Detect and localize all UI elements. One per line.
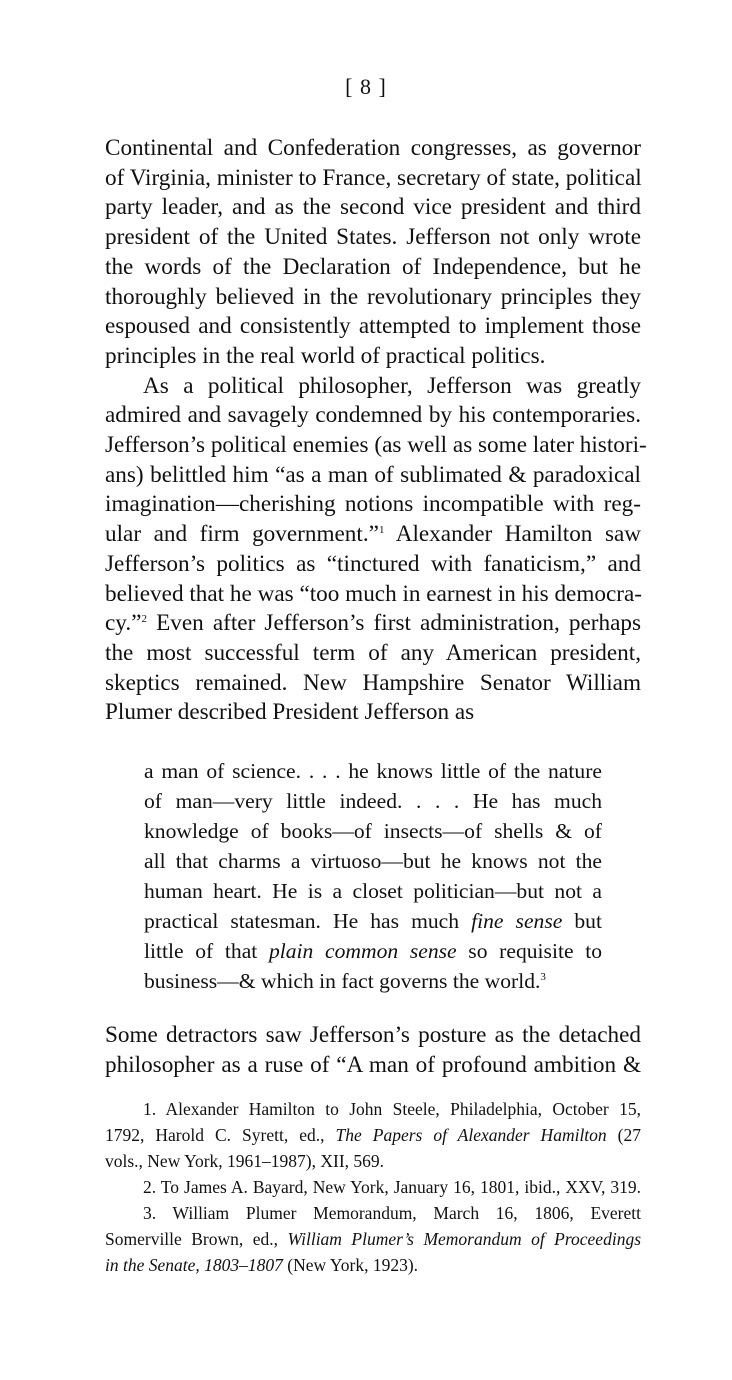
text-segment: little of that <box>144 939 269 963</box>
paragraph-1 <box>105 134 647 728</box>
text-line <box>105 609 641 639</box>
text-segment: Even after Jefferson’s first administration, perhaps <box>146 610 641 637</box>
quote-line: a man of science. . . . he knows little of the nature <box>144 759 602 783</box>
quote-line: human heart. He is a closet politician—but not a <box>144 879 602 903</box>
footnote-3-line: 3. William Plumer Memorandum, March 16, 1806, Everett <box>143 1203 641 1223</box>
quote-line: knowledge of books—of insects—of shells & of <box>144 819 602 843</box>
text-segment: Alexander Hamilton saw <box>384 521 642 548</box>
footnote-ref: 3 <box>540 971 546 983</box>
text-line: Jefferson’s politics as “tinctured with fanaticism,” and <box>105 550 641 577</box>
footnote-1-line <box>105 1122 641 1148</box>
text-segment: (New York, 1923). <box>282 1255 419 1275</box>
text-segment: so requisite to <box>456 939 602 963</box>
text-line: party leader, and as the second vice president and third <box>105 194 641 221</box>
text-line: As a political philosopher, Jefferson was greatly <box>143 372 641 399</box>
text-line: believed that he was “too much in earnest in his democra- <box>105 580 642 607</box>
footnote-3-line <box>105 1252 641 1278</box>
footnote-1-line: vols., New York, 1961–1987), XII, 569. <box>105 1151 385 1171</box>
footnote-3-line <box>105 1226 641 1252</box>
quote-line: of man—very little indeed. . . . He has much <box>144 789 602 813</box>
text-segment: cy.” <box>105 610 142 637</box>
footnote-ref: 2 <box>141 613 147 626</box>
text-line: admired and savagely condemned by his contemporaries. <box>105 402 641 429</box>
text-segment: ular and firm government.” <box>105 521 379 548</box>
text-segment: practical statesman. He has much <box>144 909 472 933</box>
text-line: philosopher as a ruse of “A man of profound ambition & <box>105 1052 641 1078</box>
text-segment: 1792, Harold C. Syrett, ed., <box>105 1125 336 1145</box>
footnote-2: 2. To James A. Bayard, New York, January 16, 1801, ibid., XXV, 319. <box>143 1177 641 1197</box>
text-line: espoused and consistently attempted to implement those <box>105 313 641 340</box>
emphasis: William Plumer’s Memorandum of Proceedings <box>287 1229 641 1249</box>
emphasis: plain common sense <box>268 939 457 963</box>
text-line: imagination—cherishing notions incompatible with reg- <box>105 491 641 518</box>
emphasis: The Papers of Alexander Hamilton <box>335 1125 607 1145</box>
emphasis: in the Senate, 1803–1807 <box>105 1255 283 1275</box>
text-line: thoroughly believed in the revolutionary principles they <box>105 283 641 310</box>
text-line: president of the United States. Jefferson not only wrote <box>105 224 641 251</box>
emphasis: fine sense <box>471 909 563 933</box>
text-line: principles in the real world of practical politics. <box>105 342 546 369</box>
paragraph-2 <box>105 372 647 728</box>
text-line: the most successful term of any American president, <box>105 639 641 666</box>
text-line <box>105 520 641 550</box>
footnote-ref: 1 <box>378 524 385 537</box>
quote-line <box>144 936 602 966</box>
text-segment: business—& which in fact governs the world. <box>144 969 541 993</box>
quote-line <box>144 966 602 996</box>
text-line: ans) belittled him “as a man of sublimated & paradoxical <box>105 461 641 488</box>
text-line: the words of the Declaration of Independence, but he <box>105 253 641 280</box>
text-line: Continental and Confederation congresses, as governor <box>105 135 641 161</box>
block-quote <box>144 756 602 996</box>
text-segment: (27 <box>606 1125 642 1145</box>
quote-line <box>144 906 602 936</box>
footnote-1-line: 1. Alexander Hamilton to John Steele, Philadelphia, October 15, <box>143 1099 641 1119</box>
quote-line: all that charms a virtuoso—but he knows not the <box>144 849 602 873</box>
text-segment: Somerville Brown, ed., <box>105 1229 288 1249</box>
text-segment: but <box>562 909 602 933</box>
page-number: [ 8 ] <box>345 74 387 99</box>
text-line: Plumer described President Jefferson as <box>105 699 475 726</box>
text-line: Jefferson’s political enemies (as well as some later histori- <box>105 432 647 459</box>
text-line: Some detractors saw Jefferson’s posture as the detached <box>105 1022 641 1048</box>
text-line: skeptics remained. New Hampshire Senator William <box>105 669 641 696</box>
footnotes <box>105 1096 641 1278</box>
text-line: of Virginia, minister to France, secretary of state, political <box>105 164 642 191</box>
paragraph-3 <box>105 1020 641 1080</box>
